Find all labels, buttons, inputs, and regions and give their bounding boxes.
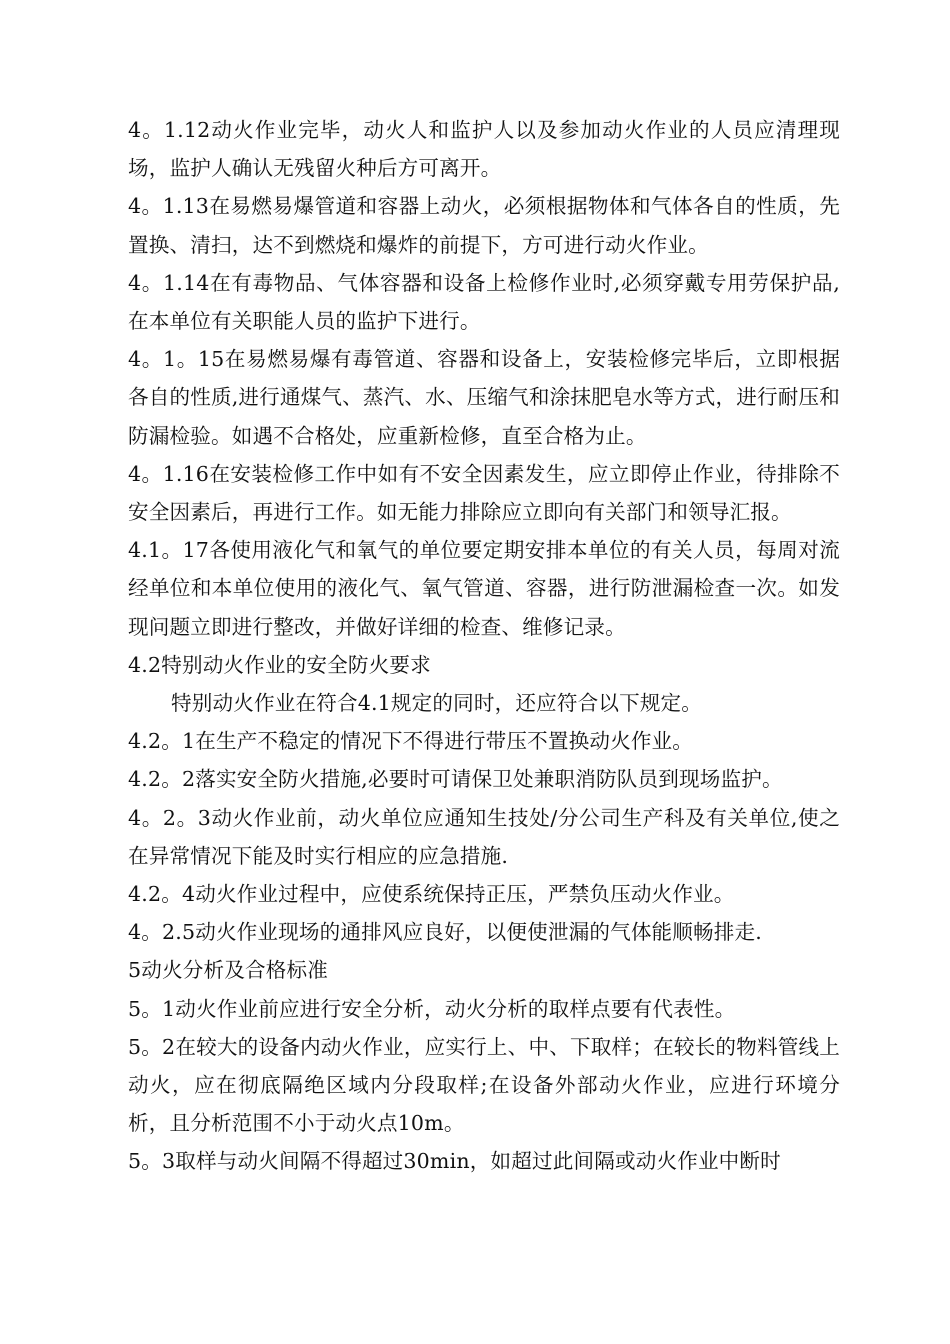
- section-heading-4-2: 4.2特别动火作业的安全防火要求: [128, 652, 431, 677]
- document-body: [128, 111, 840, 1181]
- paragraph-4-2-4: 4.2。4动火作业过程中，应使系统保持正压，严禁负压动火作业。: [128, 882, 735, 907]
- paragraph-4-2-3: 4。2。3动火作业前，动火单位应通知生技处/分公司生产科及有关单位,使之在异常情况下能及时实行相应的应急措施.: [128, 805, 840, 868]
- paragraph-4-2-1: 4.2。1在生产不稳定的情况下不得进行带压不置换动火作业。: [128, 729, 694, 754]
- paragraph-4-1-16: 4。1.16在安装检修工作中如有不安全因素发生，应立即停止作业，待排除不安全因素后，再进行工作。如无能力排除应立即向有关部门和领导汇报。: [128, 461, 840, 525]
- paragraph-5-2: 5。2在较大的设备内动火作业，应实行上、中、下取样；在较长的物料管线上动火，应在彻底隔绝区域内分段取样;在设备外部动火作业，应进行环境分析，且分析范围不小于动火点10m。: [128, 1034, 840, 1136]
- paragraph-4-1-17: 4.1。17各使用液化气和氧气的单位要定期安排本单位的有关人员，每周对流经单位和本单位使用的液化气、氧气管道、容器，进行防泄漏检查一次。如发现问题立即进行整改，并做好详细的检查、维修记录。: [128, 538, 840, 639]
- paragraph-4-2-5: 4。2.5动火作业现场的通排风应良好，以便使泄漏的气体能顺畅排走.: [128, 920, 762, 945]
- section-heading-5: 5动火分析及合格标准: [128, 958, 328, 983]
- section-intro-4-2: 特别动火作业在符合4.1规定的同时，还应符合以下规定。: [171, 691, 703, 716]
- paragraph-5-3: 5。3取样与动火间隔不得超过30min，如超过此间隔或动火作业中断时: [128, 1149, 781, 1174]
- paragraph-4-1-14: 4。1.14在有毒物品、气体容器和设备上检修作业时,必须穿戴专用劳保护品,在本单位有关职能人员的监护下进行。: [128, 270, 840, 334]
- paragraph-4-1-15: 4。1。15在易燃易爆有毒管道、容器和设备上，安装检修完毕后，立即根据各自的性质,进行通煤气、蒸汽、水、压缩气和涂抹肥皂水等方式，进行耐压和防漏检验。如遇不合格处，应重新检修，直至合格为止。: [128, 347, 840, 448]
- paragraph-5-1: 5。1动火作业前应进行安全分析，动火分析的取样点要有代表性。: [128, 996, 736, 1021]
- paragraph-4-2-2: 4.2。2落实安全防火措施,必要时可请保卫处兼职消防队员到现场监护。: [128, 767, 783, 792]
- paragraph-4-1-13: 4。1.13在易燃易爆管道和容器上动火，必须根据物体和气体各自的性质，先置换、清扫，达不到燃烧和爆炸的前提下，方可进行动火作业。: [128, 194, 840, 257]
- paragraph-4-1-12: 4。1.12动火作业完毕，动火人和监护人以及参加动火作业的人员应清理现场，监护人确认无残留火种后方可离开。: [128, 118, 840, 181]
